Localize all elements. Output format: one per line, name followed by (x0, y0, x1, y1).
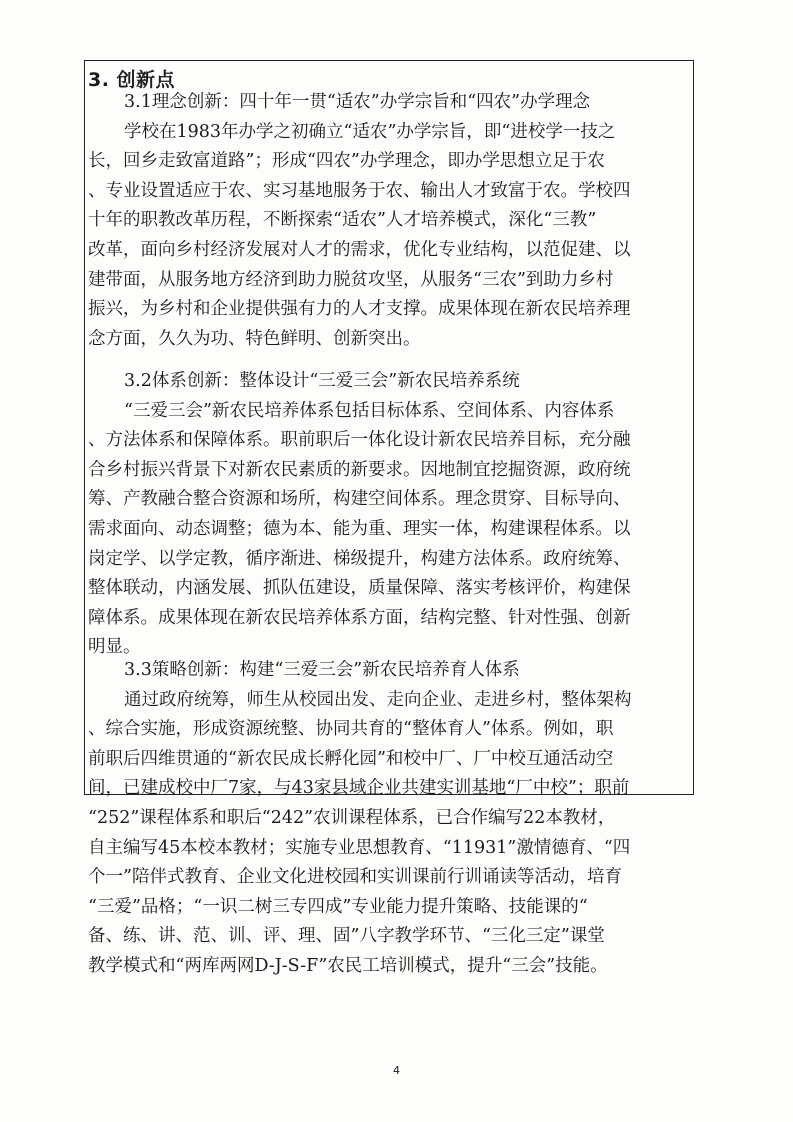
paragraph-line: 振兴，为乡村和企业提供强有力的人才支撑。成果体现在新农民培养理 (88, 299, 631, 320)
section-innovation-system (88, 367, 688, 663)
paragraph-line: 需求面向、动态调整；德为本、能为重、理实一体，构建课程体系。以 (88, 518, 631, 539)
paragraph-line: 筹、产教融合整合资源和场所，构建空间体系。理念贯穿、目标导向、 (88, 489, 631, 510)
paragraph-line: “252”课程体系和职后“242”农训课程体系，已合作编写22本教材， (88, 807, 616, 828)
subsection-title: 3.2体系创新：整体设计“三爱三会”新农民培养系统 (124, 371, 520, 391)
paragraph-line: 教学模式和“两库两网D-J-S-F”农民工培训模式，提升“三会”技能。 (88, 955, 608, 976)
paragraph-line: “三爱三会”新农民培养体系包括目标体系、空间体系、内容体系 (124, 400, 615, 421)
paragraph-line: 间，已建成校中厂7家，与43家县域企业共建实训基地“厂中校”；职前 (88, 778, 630, 799)
paragraph-line: 岗定学、以学定教，循序渐进、梯级提升，构建方法体系。政府统筹、 (88, 548, 631, 569)
paragraph-line: 备、练、讲、范、训、评、理、固”八字教学环节、“三化三定”课堂 (88, 926, 605, 947)
paragraph-line: 明显。 (88, 637, 141, 658)
paragraph-line: 、专业设置适应于农、实习基地服务于农、输出人才致富于农。学校四 (88, 180, 631, 201)
paragraph-line: 十年的职教改革历程，不断探索“适农”人才培养模式，深化“三教” (88, 210, 597, 231)
paragraph-line: 、方法体系和保障体系。职前职后一体化设计新农民培养目标，充分融 (88, 430, 631, 451)
paragraph-line: 学校在1983年办学之初确立“适农”办学宗旨，即“进校学一技之 (124, 121, 616, 142)
subsection-title: 3.1理念创新：四十年一贯“适农”办学宗旨和“四农”办学理念 (124, 92, 591, 112)
paragraph-line: 念方面，久久为功、特色鲜明、创新突出。 (88, 328, 421, 349)
paragraph-line: 个一”陪伴式教育、企业文化进校园和实训课前行训诵读等活动，培育 (88, 867, 622, 888)
paragraph-line: 障体系。成果体现在新农民培养体系方面，结构完整、针对性强、创新 (88, 607, 631, 628)
section-innovation-strategy (88, 656, 688, 982)
paragraph-line: 前职后四维贯通的“新农民成长孵化园”和校中厂、厂中校互通活动空 (88, 748, 614, 769)
paragraph-line: 、综合实施，形成资源统整、协同共育的“整体育人”体系。例如，职 (88, 719, 614, 740)
subsection-title: 3.3策略创新：构建“三爱三会”新农民培养育人体系 (124, 660, 520, 680)
page-number: 4 (393, 1064, 400, 1077)
section-heading: 3. 创新点 (88, 69, 176, 91)
paragraph-line: 自主编写45本校本教材；实施专业思想教育、“11931”激情德育、“四 (88, 837, 631, 858)
paragraph-line: 建带面，从服务地方经济到助力脱贫攻坚，从服务“三农”到助力乡村 (88, 269, 614, 290)
section-innovation-concept (88, 88, 688, 354)
paragraph-line: 整体联动，内涵发展、抓队伍建设，质量保障、落实考核评价，构建保 (88, 578, 631, 599)
paragraph-line: 改革，面向乡村经济发展对人才的需求，优化专业结构，以范促建、以 (88, 239, 631, 260)
paragraph-line: 长，回乡走致富道路”；形成“四农”办学理念，即办学思想立足于农 (88, 151, 605, 172)
paragraph-line: 通过政府统筹，师生从校园出发、走向企业、走进乡村，整体架构 (124, 689, 632, 710)
paragraph-line: “三爱”品格；“一识二树三专四成”专业能力提升策略、技能课的“ (88, 896, 588, 917)
paragraph-line: 合乡村振兴背景下对新农民素质的新要求。因地制宜挖掘资源，政府统 (88, 459, 631, 480)
